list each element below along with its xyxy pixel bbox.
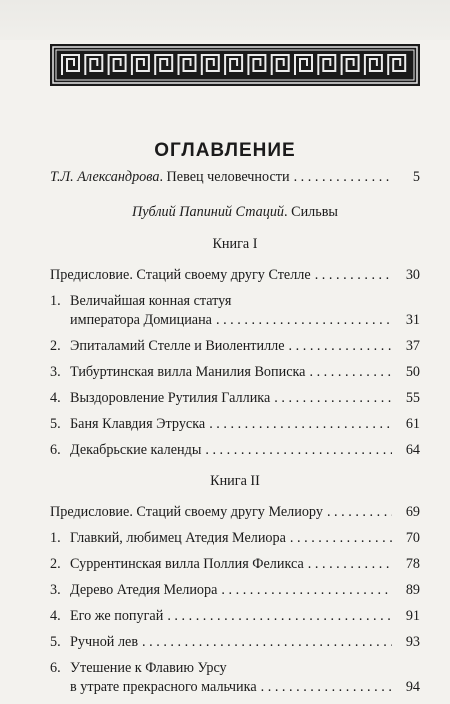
intro-title: . Певец человечности bbox=[159, 169, 290, 185]
entry-title: Выздоровление Рутилия Галлика bbox=[70, 390, 271, 406]
page-number: 94 bbox=[405, 679, 420, 695]
intro-author: Т.Л. Александрова bbox=[50, 169, 160, 185]
toc-entry[interactable] bbox=[50, 389, 420, 408]
toc-entry[interactable] bbox=[50, 292, 420, 330]
entry-title: Утешение к Флавию Урсу bbox=[70, 660, 227, 676]
book2-preface[interactable]: Предисловие. Стаций своему другу Мелиору . . . 69 bbox=[50, 503, 420, 522]
subtitle-author: Публий Папиний Стаций bbox=[132, 204, 285, 220]
entry-number: 5. bbox=[50, 416, 61, 432]
page-number: 37 bbox=[405, 338, 420, 354]
toc-title: ОГЛАВЛЕНИЕ bbox=[154, 140, 296, 161]
entry-number: 6. bbox=[50, 660, 61, 676]
entry-title: Ручной лев bbox=[70, 634, 139, 650]
entry-number: 2. bbox=[50, 556, 61, 572]
page-number: 50 bbox=[405, 364, 420, 380]
toc-entry[interactable] bbox=[50, 337, 420, 356]
page-number: 55 bbox=[405, 390, 420, 406]
entry-title-cont: императора Домициана bbox=[70, 312, 212, 328]
entry-number: 4. bbox=[50, 390, 61, 406]
book1-preface[interactable]: Предисловие. Стаций своему другу Стелле . . . 30 bbox=[50, 266, 420, 285]
entry-title: Баня Клавдия Этруска bbox=[70, 416, 206, 432]
meander-icon bbox=[50, 44, 420, 86]
entry-number: 1. bbox=[50, 530, 61, 546]
entry-number: 5. bbox=[50, 634, 61, 650]
entry-title: Суррентинская вилла Поллия Феликса bbox=[70, 556, 304, 572]
toc-entry[interactable] bbox=[50, 581, 420, 600]
book2-list bbox=[50, 529, 420, 697]
entry-title: Декабрьские календы bbox=[70, 442, 202, 458]
table-of-contents bbox=[50, 168, 420, 704]
entry-number: 4. bbox=[50, 608, 61, 624]
entry-title-cont: в утрате прекрасного мальчика bbox=[70, 679, 257, 695]
entry-number: 3. bbox=[50, 582, 61, 598]
page-number: 89 bbox=[405, 582, 420, 598]
entry-number: 2. bbox=[50, 338, 61, 354]
toc-entry[interactable] bbox=[50, 441, 420, 460]
entry-number: 6. bbox=[50, 442, 61, 458]
page-number: 93 bbox=[405, 634, 420, 650]
toc-entry[interactable] bbox=[50, 363, 420, 382]
entry-title: Дерево Атедия Мелиора bbox=[70, 582, 218, 598]
entry-number: 3. bbox=[50, 364, 61, 380]
entry-title: Эпиталамий Стелле и Виолентилле bbox=[70, 338, 285, 354]
work-subtitle bbox=[50, 203, 420, 222]
toc-entry[interactable] bbox=[50, 415, 420, 434]
page-number: 64 bbox=[405, 442, 420, 458]
toc-entry[interactable] bbox=[50, 633, 420, 652]
page-number: 31 bbox=[405, 312, 420, 328]
greek-key-ornament bbox=[50, 44, 420, 86]
entry-number: 1. bbox=[50, 293, 61, 309]
entry-title: Его же попугай bbox=[70, 608, 164, 624]
subtitle-title: . Сильвы bbox=[284, 204, 338, 220]
page-number: 61 bbox=[405, 416, 420, 432]
book2-heading: Книга II bbox=[210, 473, 260, 489]
book1-heading: Книга I bbox=[212, 236, 258, 252]
top-margin bbox=[0, 0, 450, 40]
page-number: 70 bbox=[405, 530, 420, 546]
toc-entry[interactable] bbox=[50, 555, 420, 574]
page-number: 91 bbox=[405, 608, 420, 624]
toc-entry[interactable] bbox=[50, 659, 420, 697]
toc-entry[interactable] bbox=[50, 529, 420, 548]
book1-list bbox=[50, 292, 420, 460]
toc-entry[interactable] bbox=[50, 607, 420, 626]
intro-entry[interactable] bbox=[50, 168, 420, 187]
entry-title: Величайшая конная статуя bbox=[70, 293, 232, 309]
page-number: 78 bbox=[405, 556, 420, 572]
page-number: 5 bbox=[412, 169, 420, 185]
entry-title: Тибуртинская вилла Манилия Вописка bbox=[70, 364, 306, 380]
entry-title: Главкий, любимец Атедия Мелиора bbox=[70, 530, 286, 546]
